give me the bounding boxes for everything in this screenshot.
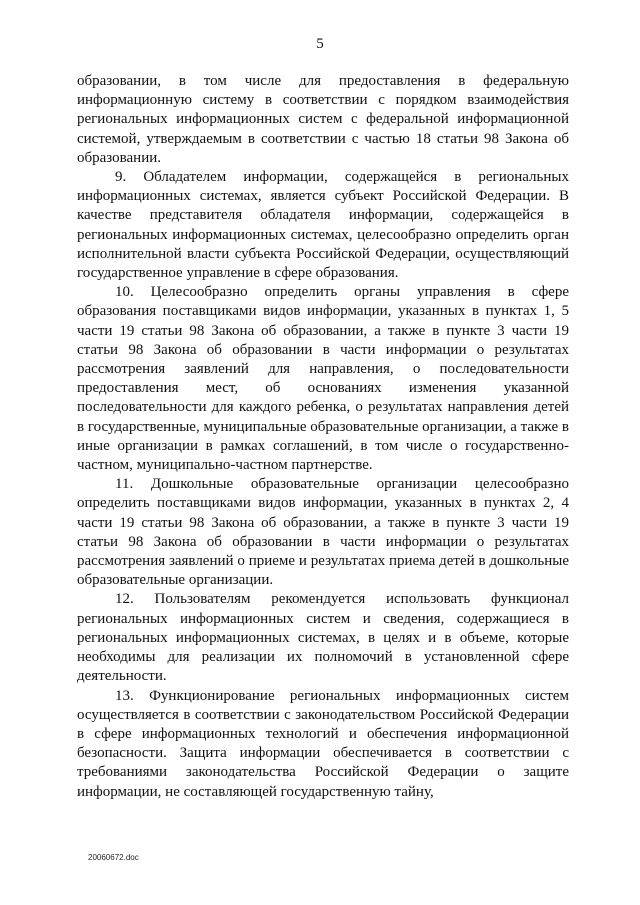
paragraph-item-10: 10. Целесообразно определить органы управления в сфере образования поставщиками видов информации, указанных в пунктах 1, 5 части 19 статьи 98 Закона об образовании, а также в пункте 3 части 19 статьи 98 Закона об образовании в части информации о результатах рассмотрения заявлений для направления, о последовательности предоставления мест, об основаниях изменения указанной последовательности для каждого ребенка, о результатах направления детей в государственные, муниципальные образовательные организации, а также в иные организации в рамках соглашений, в том числе о государственно-частном, муниципально-частном партнерстве.: [77, 284, 569, 474]
footer-filename: 20060672.doc: [88, 853, 139, 862]
paragraph-continuation: образовании, в том числе для предоставления в федеральную информационную систему в соответствии с порядком взаимодействия региональных информационных систем с федеральной информационной системой, утверждаемым в соответствии с частью 18 статьи 98 Закона об образовании.: [77, 73, 569, 166]
paragraph-item-11: 11. Дошкольные образовательные организации целесообразно определить поставщиками видов информации, указанных в пунктах 2, 4 части 19 статьи 98 Закона об образовании, а также в пункте 3 части 19 статьи 98 Закона об образовании в части информации о результатах рассмотрения заявлений о приеме и результатах приема детей в дошкольные образовательные организации.: [77, 476, 569, 589]
paragraph-item-13: 13. Функционирование региональных информационных систем осуществляется в соответствии с законодательством Российской Федерации в сфере информационных технологий и обеспечения информационной безопасности. Защита информации обеспечивается в соответствии с требованиями законодательства Российской Федерации о защите информации, не составляющей государственную тайну,: [77, 687, 569, 800]
page-number: 5: [316, 36, 324, 52]
paragraph-item-12: 12. Пользователям рекомендуется использовать функционал региональных информационных систем и сведения, содержащиеся в региональных информационных системах, в целях и в объеме, которые необходимы для реализации их полномочий в установленной сфере деятельности.: [77, 591, 569, 685]
document-body: [77, 72, 569, 802]
paragraph-item-9: 9. Обладателем информации, содержащейся в региональных информационных системах, является субъект Российской Федерации. В качестве представителя обладателя информации, содержащейся в региональных информационных системах, целесообразно определить орган исполнительной власти субъекта Российской Федерации, осуществляющий государственное управление в сфере образования.: [77, 169, 569, 282]
